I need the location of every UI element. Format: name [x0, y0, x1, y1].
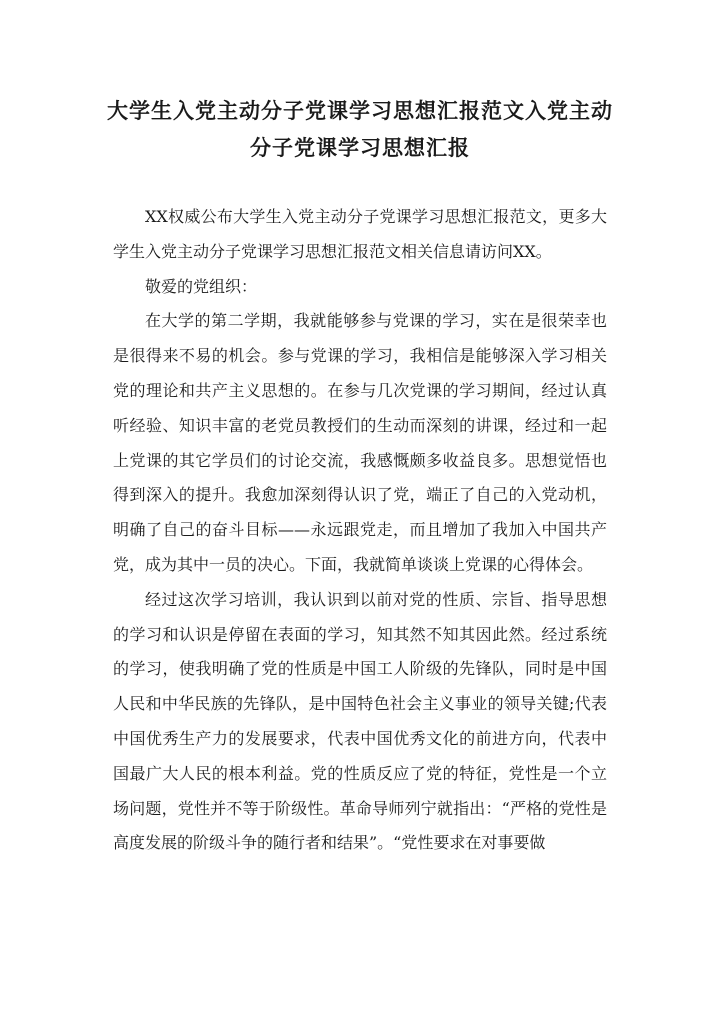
document-body	[113, 200, 607, 861]
document-title: 大学生入党主动分子党课学习思想汇报范文入党主动分子党课学习思想汇报	[107, 98, 613, 160]
body-paragraph: 经过这次学习培训，我认识到以前对党的性质、宗旨、指导思想的学习和认识是停留在表面的学习，知其然不知其因此然。经过系统的学习，使我明确了党的性质是中国工人阶级的先锋队，同时是中国人民和中华民族的先锋队，是中国特色社会主义事业的领导关键;代表中国优秀生产力的发展要求，代表中国优秀文化的前进方向，代表中国最广大人民的根本利益。党的性质反应了党的特征，党性是一个立场问题，党性并不等于阶级性。革命导师列宁就指出：“严格的党性是高度发展的阶级斗争的随行者和结果”。“党性要求在对事要做	[113, 589, 607, 853]
intro-paragraph: XX权威公布大学生入党主动分子党课学习思想汇报范文，更多大学生入党主动分子党课学习思想汇报范文相关信息请访问XX。	[113, 207, 607, 261]
body-paragraph: 在大学的第二学期，我就能够参与党课的学习，实在是很荣幸也是很得来不易的机会。参与党课的学习，我相信是能够深入学习相关党的理论和共产主义思想的。在参与几次党课的学习期间，经过认真听经验、知识丰富的老党员教授们的生动而深刻的讲课，经过和一起上党课的其它学员们的讨论交流，我感慨颇多收益良多。思想觉悟也得到深入的提升。我愈加深刻得认识了党，端正了自己的入党动机，明确了自己的奋斗目标——永远跟党走，而且增加了我加入中国共产党，成为其中一员的决心。下面，我就简单谈谈上党课的心得体会。	[113, 311, 607, 574]
salutation: 敬爱的党组织：	[145, 276, 258, 296]
